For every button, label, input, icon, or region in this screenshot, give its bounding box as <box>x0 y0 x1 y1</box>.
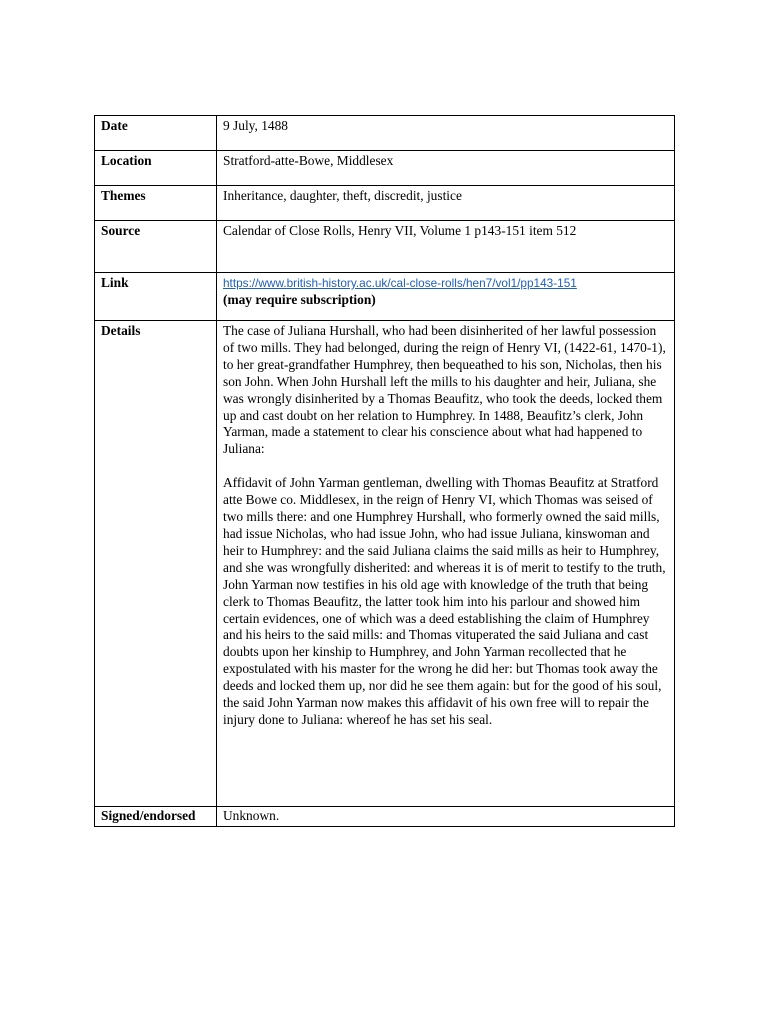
date-value: 9 July, 1488 <box>217 116 675 151</box>
row-link <box>95 273 675 321</box>
location-label: Location <box>95 151 217 186</box>
row-location <box>95 151 675 186</box>
themes-value: Inheritance, daughter, theft, discredit, justice <box>217 186 675 221</box>
subscription-note: (may require subscription) <box>223 291 376 307</box>
row-signed <box>95 807 675 827</box>
row-details <box>95 321 675 807</box>
details-paragraph-affidavit: Affidavit of John Yarman gentleman, dwelling with Thomas Beaufitz at Stratford atte Bowe co. Middlesex, in the reign of Henry VI, which Thomas was seised of two mills there: and one Humphrey Hurshall, who formerly owned the said mills, had issue Nicholas, who had issue John, who had issue Juliana, kinswoman and heir to Humphrey: and the said Juliana claims the said mills as heir to Humphrey, and she was wrongfully disherited: and whereas it is of merit to testify to the truth, John Yarman now testifies in his old age with knowledge of the truth that being clerk to Thomas Beaufitz, the latter took him into his parlour and showed him certain evidences, one of which was a deed establishing the claim of Humphrey and his heirs to the said mills: and Thomas vituperated the said Juliana and cast doubts upon her kinship to Humphrey, and John Yarman recollected that he expostulated with his master for the wrong he did her: but Thomas took away the deeds and locked them up, nor did he see them again: but for the good of his soul, the said John Yarman now makes this affidavit of his own free will to repair the injury done to Juliana: whereof he has set his seal. <box>223 475 666 727</box>
link-value <box>217 273 675 321</box>
record-table <box>94 115 675 827</box>
link-label: Link <box>95 273 217 321</box>
location-value: Stratford-atte-Bowe, Middlesex <box>217 151 675 186</box>
source-label: Source <box>95 221 217 273</box>
details-value <box>217 321 675 807</box>
details-label: Details <box>95 321 217 807</box>
signed-label: Signed/endorsed <box>95 807 217 827</box>
source-link[interactable]: https://www.british-history.ac.uk/cal-close-rolls/hen7/vol1/pp143-151 <box>223 276 577 290</box>
source-value: Calendar of Close Rolls, Henry VII, Volume 1 p143-151 item 512 <box>217 221 675 273</box>
row-themes <box>95 186 675 221</box>
row-source <box>95 221 675 273</box>
date-label: Date <box>95 116 217 151</box>
themes-label: Themes <box>95 186 217 221</box>
signed-value: Unknown. <box>217 807 675 827</box>
details-paragraph-intro: The case of Juliana Hurshall, who had been disinherited of her lawful possession of two mills. They had belonged, during the reign of Henry VI, (1422-61, 1470-1), to her great-grandfather Humphrey, then bequeathed to his son, Nicholas, then his son John. When John Hurshall left the mills to his daughter and heir, Juliana, she was wrongly disinherited by a Thomas Beaufitz, who took the deeds, locked them up and cast doubt on her relation to Humphrey. In 1488, Beaufitz’s clerk, John Yarman, made a statement to clear his conscience about what had happened to Juliana: <box>223 323 666 457</box>
row-date <box>95 116 675 151</box>
